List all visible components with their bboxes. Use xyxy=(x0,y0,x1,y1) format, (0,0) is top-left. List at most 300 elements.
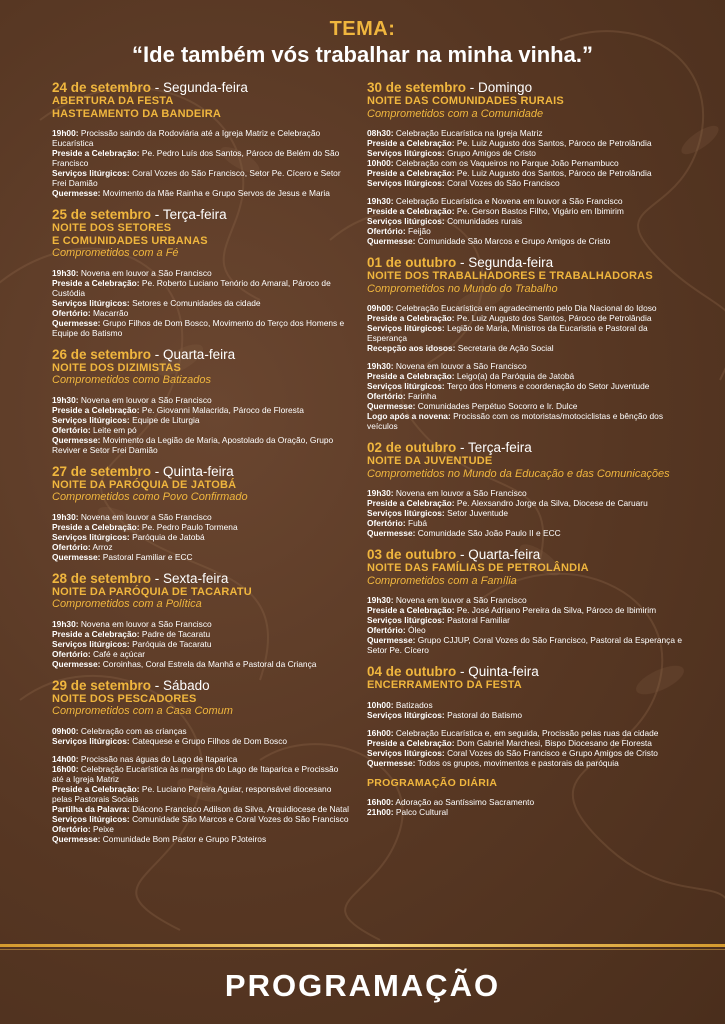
schedule-label: Ofertório: xyxy=(52,307,91,318)
schedule-label: 19h30: xyxy=(52,394,79,405)
schedule-line xyxy=(52,629,352,639)
schedule-text: Terço dos Homens e coordenação do Setor Juventude xyxy=(446,381,650,391)
schedule-label: Quermesse: xyxy=(367,635,416,645)
night-title: HASTEAMENTO DA BANDEIRA xyxy=(52,107,221,120)
schedule-label: Serviços litúrgicos: xyxy=(367,148,445,158)
schedule-text: Novena em louvor a São Francisco xyxy=(80,394,212,405)
schedule-line xyxy=(367,748,682,758)
day-weekday: Quinta-feira xyxy=(163,463,234,479)
schedule-line xyxy=(52,552,352,562)
schedule-label: Preside a Celebração: xyxy=(52,628,140,639)
schedule-text: Celebração Eucarística na Igreja Matriz xyxy=(395,128,543,138)
schedule-text: Comunidades Perpétuo Socorro e Ir. Dulce xyxy=(417,401,578,411)
schedule-block xyxy=(52,754,352,844)
schedule-line xyxy=(52,512,352,522)
schedule-block xyxy=(52,726,352,746)
day-weekday: Quarta-feira xyxy=(468,547,541,562)
schedule-text: Pe. Luiz Augusto dos Santos, Pároco de Petrolândia xyxy=(456,313,652,323)
schedule-line xyxy=(367,508,682,518)
schedule-line xyxy=(367,758,682,768)
day-separator: - xyxy=(151,346,164,362)
schedule-text: Padre de Tacaratu xyxy=(141,628,211,639)
schedule-label: Serviços litúrgicos: xyxy=(367,508,445,518)
schedule-text: Paróquia de Jatobá xyxy=(132,531,205,542)
day-heading xyxy=(52,80,352,95)
schedule-list xyxy=(367,128,682,246)
schedule-line xyxy=(367,498,682,508)
schedule-label: Ofertório: xyxy=(367,226,406,236)
schedule-label: 21h00: xyxy=(367,806,394,817)
right-column-days xyxy=(367,80,682,768)
night-motto: Comprometidos com a Casa Comum xyxy=(52,705,233,717)
schedule-label: 09h00: xyxy=(367,303,394,313)
night-title: NOITE DAS FAMÍLIAS DE PETROLÂNDIA xyxy=(367,562,589,574)
day-date: 27 de setembro xyxy=(52,463,152,479)
day-date: 01 de outubro xyxy=(367,255,457,270)
schedule-text: Novena em louvor a São Francisco xyxy=(395,595,527,605)
schedule-line xyxy=(52,405,352,415)
schedule-line xyxy=(367,236,682,246)
schedule-line xyxy=(52,268,352,278)
schedule-label: Serviços litúrgicos: xyxy=(52,735,130,746)
schedule-label: Preside a Celebração: xyxy=(367,371,455,381)
day-separator: - xyxy=(456,664,469,679)
schedule-list xyxy=(367,700,682,768)
schedule-text: Macarrão xyxy=(92,307,129,318)
day-date: 26 de setembro xyxy=(52,346,152,362)
night-title: NOITE DA PARÓQUIA DE JATOBÁ xyxy=(52,478,237,491)
daily-program xyxy=(367,777,682,817)
schedule-text: Equipe de Liturgia xyxy=(132,414,200,425)
schedule-text: Palco Cultural xyxy=(395,806,449,817)
schedule-text: Pe. Gerson Bastos Filho, Vigário em Ibimirim xyxy=(456,206,624,216)
schedule-text: Fubá xyxy=(407,518,428,528)
schedule-text: Celebração com os Vaqueiros no Parque João Pernambuco xyxy=(395,158,619,168)
schedule-label: Serviços litúrgicos: xyxy=(367,747,445,758)
schedule-label: Serviços litúrgicos: xyxy=(367,323,445,333)
schedule-line xyxy=(367,807,682,817)
night-title: NOITE DAS COMUNIDADES RURAIS xyxy=(367,95,564,107)
day-date: 03 de outubro xyxy=(367,547,457,562)
schedule-line xyxy=(367,206,682,216)
schedule-block xyxy=(52,128,352,198)
schedule-label: Quermesse: xyxy=(367,401,416,411)
night-title: NOITE DOS TRABALHADORES E TRABALHADORAS xyxy=(367,270,653,282)
day-section xyxy=(367,255,682,431)
schedule-text: Celebração Eucarística em agradecimento pelo Dia Nacional do Idoso xyxy=(395,303,657,313)
day-section xyxy=(52,571,352,669)
night-motto: Comprometidos como Batizados xyxy=(52,374,211,386)
schedule-text: Setores e Comunidades da cidade xyxy=(132,297,261,308)
schedule-line xyxy=(367,710,682,720)
schedule-label: Ofertório: xyxy=(52,648,91,659)
schedule-text: Peixe xyxy=(92,823,114,834)
schedule-label: Preside a Celebração: xyxy=(367,138,455,148)
schedule-line xyxy=(367,168,682,178)
theme-label: TEMA: xyxy=(329,18,396,40)
day-date: 04 de outubro xyxy=(367,664,457,679)
schedule-label: 19h00: xyxy=(52,128,79,138)
right-column-schedule xyxy=(367,80,682,817)
schedule-text: Grupo CJJUP, Coral Vozes do São Francisco, Pastoral da Esperança e Setor Pe. Cícero xyxy=(367,635,683,655)
schedule-label: Partilha da Palavra: xyxy=(52,803,130,814)
schedule-label: Serviços litúrgicos: xyxy=(367,381,445,391)
left-column-schedule xyxy=(52,80,352,853)
schedule-text: Coral Vozes do São Francisco, Setor Pe. Cícero e Setor Frei Damião xyxy=(52,168,341,188)
schedule-block xyxy=(367,728,682,768)
schedule-line xyxy=(52,395,352,405)
schedule-block xyxy=(52,268,352,338)
schedule-text: Pe. José Adriano Pereira da Silva, Pároco de Ibimirim xyxy=(456,605,657,615)
schedule-line xyxy=(52,148,352,168)
day-separator: - xyxy=(466,80,479,95)
schedule-line xyxy=(52,298,352,308)
schedule-block xyxy=(367,196,682,246)
daily-program-items xyxy=(367,797,682,817)
day-section xyxy=(52,80,352,198)
schedule-line xyxy=(367,615,682,625)
schedule-label: Preside a Celebração: xyxy=(367,605,455,615)
schedule-list xyxy=(52,128,352,198)
day-section xyxy=(52,464,352,562)
schedule-line xyxy=(52,425,352,435)
night-motto: Comprometidos no Mundo do Trabalho xyxy=(367,282,558,295)
night-title: ENCERRAMENTO DA FESTA xyxy=(367,679,522,691)
schedule-line xyxy=(52,736,352,746)
schedule-text: Procissão nas águas do Lago de Itaparica xyxy=(80,753,238,764)
schedule-label: Preside a Celebração: xyxy=(52,404,140,415)
schedule-label: Quermesse: xyxy=(52,188,101,198)
schedule-text: Batizados xyxy=(395,699,433,710)
day-separator: - xyxy=(456,440,469,455)
schedule-line xyxy=(367,196,682,206)
schedule-line xyxy=(52,659,352,669)
day-weekday: Domingo xyxy=(478,80,533,95)
schedule-block xyxy=(367,700,682,720)
day-separator: - xyxy=(456,255,469,270)
schedule-line xyxy=(367,226,682,236)
schedule-line xyxy=(52,784,352,804)
schedule-block xyxy=(52,619,352,669)
day-section xyxy=(52,347,352,455)
schedule-line xyxy=(52,754,352,764)
schedule-line xyxy=(52,639,352,649)
schedule-list xyxy=(52,268,352,338)
schedule-line xyxy=(367,371,682,381)
day-date: 02 de outubro xyxy=(367,440,457,455)
schedule-label: Quermesse: xyxy=(367,236,416,246)
schedule-label: 08h30: xyxy=(367,128,394,138)
schedule-label: 09h00: xyxy=(52,725,79,736)
schedule-label: Serviços litúrgicos: xyxy=(52,531,130,542)
schedule-line xyxy=(367,381,682,391)
day-date: 29 de setembro xyxy=(52,677,152,693)
schedule-label: Recepção aos idosos: xyxy=(367,343,456,353)
schedule-text: Novena em louvor a São Francisco xyxy=(395,361,527,371)
schedule-block xyxy=(367,303,682,353)
schedule-line xyxy=(367,528,682,538)
schedule-text: Óleo xyxy=(407,625,426,635)
schedule-text: Paróquia de Tacaratu xyxy=(132,638,212,649)
schedule-label: Ofertório: xyxy=(367,391,406,401)
schedule-label: 19h30: xyxy=(367,361,394,371)
schedule-block xyxy=(367,488,682,538)
schedule-line xyxy=(52,415,352,425)
schedule-line xyxy=(367,178,682,188)
day-separator: - xyxy=(151,677,164,693)
day-weekday: Sábado xyxy=(163,677,210,693)
schedule-line xyxy=(52,804,352,814)
schedule-line xyxy=(52,435,352,455)
schedule-line xyxy=(52,619,352,629)
schedule-label: Quermesse: xyxy=(52,551,101,562)
schedule-line xyxy=(52,542,352,552)
day-section xyxy=(367,547,682,655)
footer-title: PROGRAMAÇÃO xyxy=(224,968,501,1003)
schedule-text: Movimento da Mãe Rainha e Grupo Servos de Jesus e Maria xyxy=(102,188,330,198)
schedule-line xyxy=(367,797,682,807)
schedule-text: Comunidade São Marcos e Coral Vozes do São Francisco xyxy=(132,813,349,824)
gold-divider-thin xyxy=(0,949,725,950)
schedule-block xyxy=(367,595,682,655)
schedule-text: Celebração Eucarística e, em seguida, Procissão pelas ruas da cidade xyxy=(395,727,659,738)
schedule-text: Pe. Luiz Augusto dos Santos, Pároco de Petrolândia xyxy=(456,168,652,178)
night-motto: Comprometidos no Mundo da Educação e das Comunicações xyxy=(367,467,670,480)
schedule-text: Novena em louvor a São Francisco xyxy=(395,488,527,498)
schedule-text: Dom Gabriel Marchesi, Bispo Diocesano de Floresta xyxy=(456,737,652,748)
schedule-text: Pe. Roberto Luciano Tenório do Amaral, Pároco de Custódia xyxy=(52,277,331,298)
schedule-label: 19h30: xyxy=(52,511,79,522)
schedule-text: Pe. Pedro Paulo Tormena xyxy=(141,521,238,532)
schedule-label: 19h30: xyxy=(367,196,394,206)
schedule-line xyxy=(52,522,352,532)
schedule-text: Movimento da Legião de Maria, Apostolado da Oração, Grupo Reviver e Setor Frei Damião xyxy=(52,434,334,455)
schedule-list xyxy=(367,303,682,431)
schedule-line xyxy=(367,313,682,323)
schedule-line xyxy=(367,148,682,158)
schedule-label: Ofertório: xyxy=(367,518,406,528)
day-section xyxy=(367,80,682,246)
schedule-text: Coral Vozes do São Francisco e Grupo Amigos de Cristo xyxy=(447,747,658,758)
schedule-label: Ofertório: xyxy=(52,424,91,435)
schedule-text: Diácono Francisco Adilson da Silva, Arquidiocese de Natal xyxy=(132,803,350,814)
day-heading xyxy=(52,464,352,479)
schedule-label: 19h30: xyxy=(367,595,394,605)
schedule-list xyxy=(367,488,682,538)
schedule-text: Coroinhas, Coral Estrela da Manhã e Pastoral da Criança xyxy=(102,658,317,669)
schedule-text: Procissão saindo da Rodoviária até a Igreja Matriz e Celebração Eucarística xyxy=(52,128,321,148)
gold-divider xyxy=(0,944,725,947)
schedule-label: Serviços litúrgicos: xyxy=(52,638,130,649)
schedule-label: Preside a Celebração: xyxy=(52,148,140,158)
schedule-line xyxy=(367,595,682,605)
schedule-line xyxy=(52,834,352,844)
schedule-text: Adoração ao Santíssimo Sacramento xyxy=(395,796,535,807)
theme-header xyxy=(0,18,725,68)
day-heading xyxy=(367,440,682,455)
schedule-text: Setor Juventude xyxy=(447,508,509,518)
schedule-text: Leite em pó xyxy=(92,424,137,435)
day-weekday: Segunda-feira xyxy=(468,255,554,270)
schedule-line xyxy=(367,700,682,710)
schedule-label: 16h00: xyxy=(52,763,79,774)
schedule-text: Pastoral Familiar e ECC xyxy=(102,551,193,562)
night-title: E COMUNIDADES URBANAS xyxy=(52,234,208,247)
day-heading xyxy=(367,547,682,562)
schedule-label: Serviços litúrgicos: xyxy=(367,178,445,188)
day-section xyxy=(367,664,682,768)
day-separator: - xyxy=(151,207,163,222)
schedule-block xyxy=(367,361,682,431)
night-motto: Comprometidos com a Comunidade xyxy=(367,107,544,120)
day-weekday: Quinta-feira xyxy=(468,664,539,679)
schedule-line xyxy=(52,308,352,318)
schedule-text: Novena em louvor a São Francisco xyxy=(80,267,212,278)
schedule-text: Celebração com as crianças xyxy=(80,725,187,736)
day-weekday: Terça-feira xyxy=(468,440,532,455)
schedule-text: Comunidade Bom Pastor e Grupo PJoteiros xyxy=(102,833,267,844)
theme-quote: “Ide também vós trabalhar na minha vinha.” xyxy=(132,42,593,67)
schedule-line xyxy=(52,532,352,542)
day-heading xyxy=(367,664,682,679)
schedule-text: Novena em louvor a São Francisco xyxy=(80,618,212,629)
schedule-label: Quermesse: xyxy=(367,757,416,768)
night-motto: Comprometidos com a Política xyxy=(52,598,202,610)
schedule-line xyxy=(367,128,682,138)
schedule-label: 16h00: xyxy=(367,727,394,738)
day-heading xyxy=(52,207,352,222)
schedule-text: Novena em louvor a São Francisco xyxy=(80,511,212,522)
day-heading xyxy=(367,255,682,270)
schedule-line xyxy=(367,605,682,615)
schedule-text: Leigo(a) da Paróquia de Jatobá xyxy=(456,371,575,381)
night-title: NOITE DA PARÓQUIA DE TACARATU xyxy=(52,585,252,598)
schedule-text: Procissão com os motoristas/motociclistas e bênção dos veículos xyxy=(367,411,664,431)
schedule-line xyxy=(52,188,352,198)
schedule-label: Serviços litúrgicos: xyxy=(367,615,445,625)
schedule-label: Quermesse: xyxy=(52,658,101,669)
schedule-list xyxy=(367,595,682,655)
schedule-label: Serviços litúrgicos: xyxy=(52,297,130,308)
schedule-label: Ofertório: xyxy=(52,823,91,834)
schedule-label: 19h30: xyxy=(52,618,79,629)
night-motto: Comprometidos com a Fé xyxy=(52,247,179,259)
schedule-text: Feijão xyxy=(407,226,431,236)
schedule-line xyxy=(367,391,682,401)
night-title: NOITE DOS PESCADORES xyxy=(52,692,197,705)
schedule-text: Pe. Pedro Luís dos Santos, Pároco de Belém do São Francisco xyxy=(52,148,340,168)
day-section xyxy=(52,678,352,844)
schedule-line xyxy=(367,635,682,655)
schedule-line xyxy=(52,128,352,148)
schedule-label: Preside a Celebração: xyxy=(367,498,455,508)
schedule-label: Preside a Celebração: xyxy=(367,206,455,216)
night-motto: Comprometidos com a Família xyxy=(367,574,517,587)
schedule-label: Quermesse: xyxy=(52,317,101,328)
schedule-line xyxy=(52,168,352,188)
schedule-text: Pe. Giovanni Malacrida, Pároco de Floresta xyxy=(141,404,304,415)
schedule-list xyxy=(52,619,352,669)
day-section xyxy=(52,207,352,338)
night-motto: Comprometidos como Povo Confirmado xyxy=(52,491,248,503)
schedule-label: Serviços litúrgicos: xyxy=(367,216,445,226)
schedule-line xyxy=(52,318,352,338)
day-separator: - xyxy=(151,80,164,95)
day-date: 28 de setembro xyxy=(52,570,152,586)
day-weekday: Terça-feira xyxy=(162,207,227,222)
schedule-label: Preside a Celebração: xyxy=(367,168,455,178)
schedule-label: Serviços litúrgicos: xyxy=(52,813,130,824)
day-heading xyxy=(367,80,682,95)
schedule-label: Preside a Celebração: xyxy=(367,313,455,323)
schedule-label: Quermesse: xyxy=(52,833,101,844)
schedule-label: 10h00: xyxy=(367,158,394,168)
schedule-text: Pe. Luiz Augusto dos Santos, Pároco de Petrolândia xyxy=(456,138,652,148)
schedule-line xyxy=(367,138,682,148)
schedule-line xyxy=(367,488,682,498)
day-heading xyxy=(52,347,352,362)
schedule-line xyxy=(367,625,682,635)
schedule-text: Pastoral do Batismo xyxy=(447,709,523,720)
day-heading xyxy=(52,678,352,693)
schedule-text: Secretaria de Ação Social xyxy=(457,343,554,353)
night-title: NOITE DOS DIZIMISTAS xyxy=(52,361,182,374)
schedule-label: Ofertório: xyxy=(52,541,91,552)
schedule-line xyxy=(367,323,682,343)
schedule-label: 14h00: xyxy=(52,753,79,764)
day-section xyxy=(367,440,682,538)
schedule-label: Serviços litúrgicos: xyxy=(52,168,130,178)
schedule-label: Quermesse: xyxy=(367,528,416,538)
day-separator: - xyxy=(456,547,469,562)
schedule-block xyxy=(52,395,352,455)
schedule-line xyxy=(367,401,682,411)
schedule-block xyxy=(52,512,352,562)
schedule-label: Preside a Celebração: xyxy=(52,277,140,288)
schedule-text: Comunidades rurais xyxy=(447,216,523,226)
day-weekday: Segunda-feira xyxy=(163,80,248,95)
schedule-label: Preside a Celebração: xyxy=(367,737,455,748)
schedule-text: Celebração Eucarística às margens do Lago de Itaparica e Procissão até a Igreja Matriz xyxy=(52,763,339,784)
day-weekday: Quarta-feira xyxy=(163,346,236,362)
schedule-label: Ofertório: xyxy=(367,625,406,635)
schedule-line xyxy=(367,728,682,738)
schedule-text: Grupo Filhos de Dom Bosco, Movimento do Terço dos Homens e Equipe do Batismo xyxy=(52,317,345,338)
schedule-line xyxy=(367,411,682,431)
schedule-line xyxy=(52,649,352,659)
schedule-line xyxy=(52,824,352,834)
schedule-line xyxy=(52,764,352,784)
schedule-line xyxy=(367,518,682,528)
schedule-line xyxy=(367,216,682,226)
schedule-label: Preside a Celebração: xyxy=(52,521,140,532)
schedule-line xyxy=(367,158,682,168)
schedule-text: Grupo Amigos de Cristo xyxy=(447,148,536,158)
day-separator: - xyxy=(151,463,164,479)
schedule-line xyxy=(52,278,352,298)
night-title: NOITE DA JUVENTUDE xyxy=(367,455,493,467)
schedule-text: Café e açúcar xyxy=(92,648,146,659)
schedule-text: Pe. Alexsandro Jorge da Silva, Diocese de Caruaru xyxy=(456,498,648,508)
schedule-text: Celebração Eucarística e Novena em louvor a São Francisco xyxy=(395,196,623,206)
schedule-block xyxy=(367,128,682,188)
schedule-text: Catequese e Grupo Filhos de Dom Bosco xyxy=(132,735,288,746)
schedule-text: Pe. Luciano Pereira Aguiar, responsável diocesano pelas Pastorais Sociais xyxy=(52,783,332,804)
schedule-text: Farinha xyxy=(407,391,437,401)
schedule-text: Pastoral Familiar xyxy=(447,615,510,625)
schedule-label: Preside a Celebração: xyxy=(52,783,140,794)
schedule-text: Todos os grupos, movimentos e pastorais da paróquia xyxy=(417,757,619,768)
